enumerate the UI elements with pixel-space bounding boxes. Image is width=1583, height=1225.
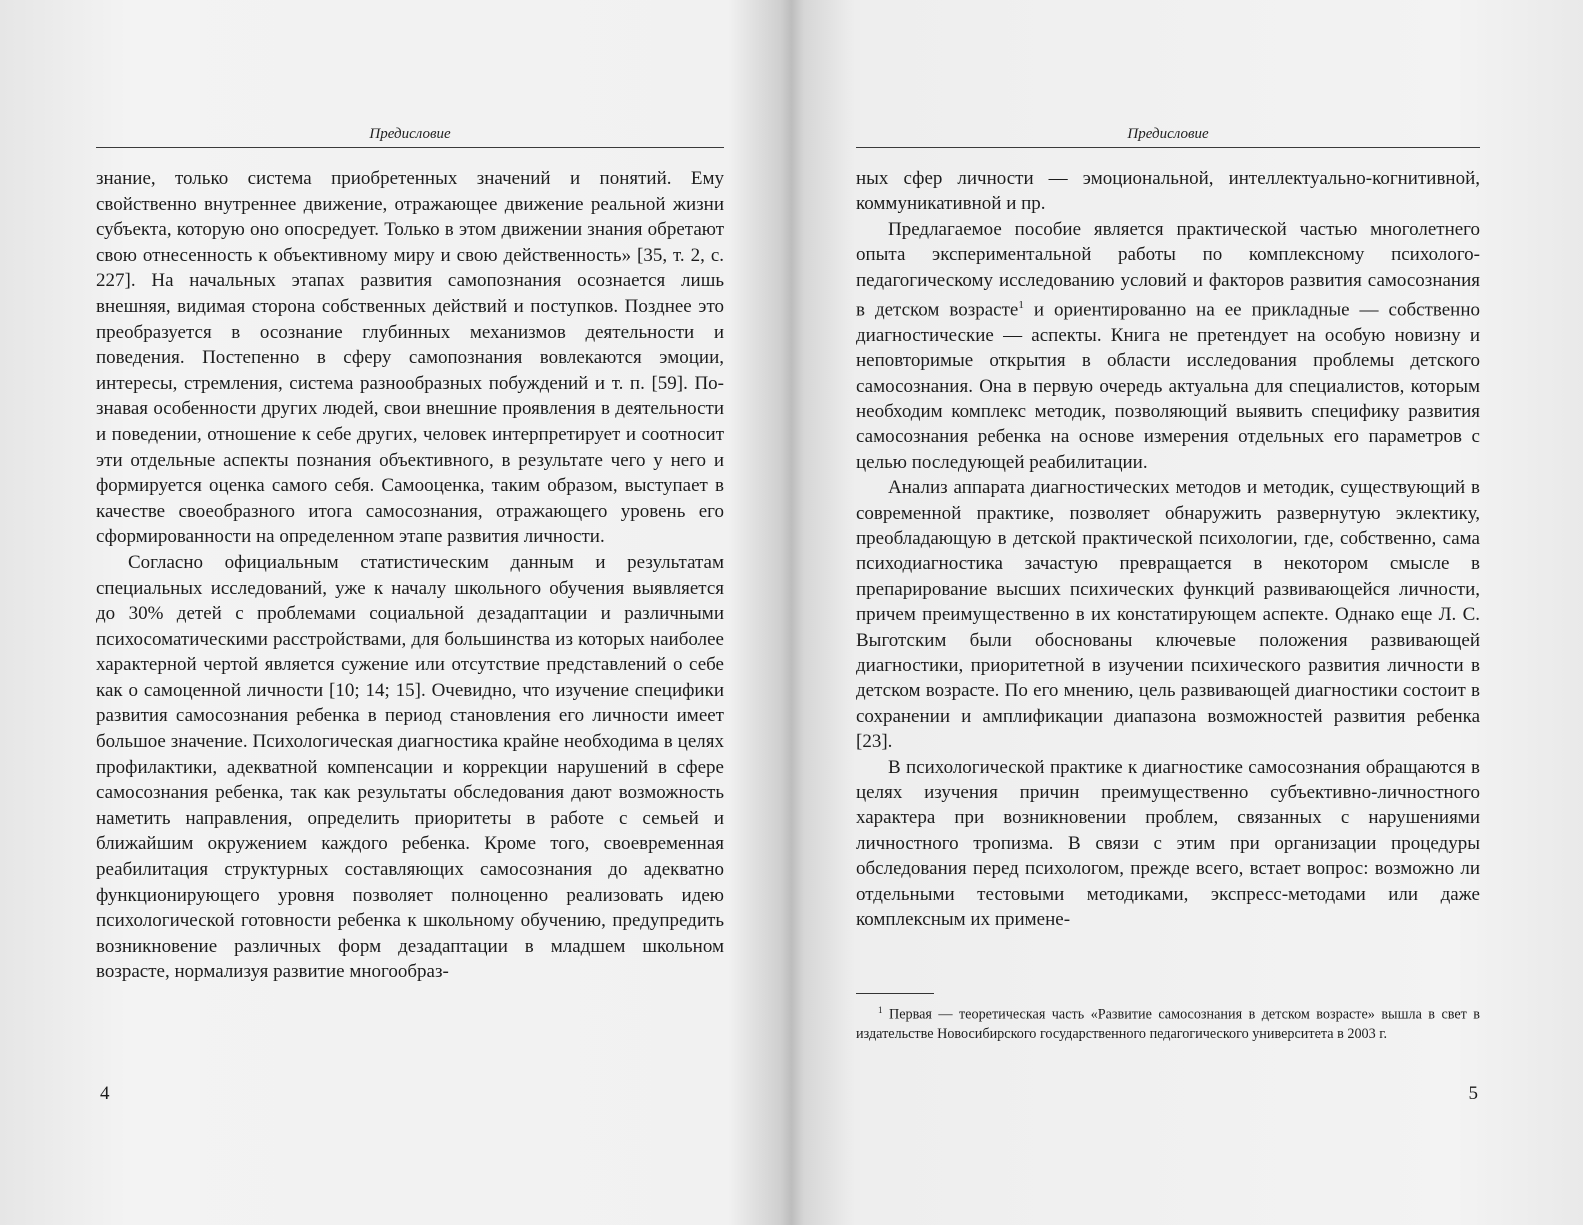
running-head: Предисловие — [1127, 126, 1209, 142]
page-number: 5 — [1468, 1083, 1478, 1104]
body-text — [96, 166, 724, 985]
paragraph: ных сфер личности — эмоциональной, интеллектуально-когнитивной, коммуникативной и пр. — [856, 168, 1480, 215]
paragraph: Анализ аппарата диагностических методов и методик, существующий в современной практике, позволяет обнаружить развернутую эклектику, преобладающую в детской практической психологии, где, собственно, сама психодиагностика зачастую превращается в некотором смысле в препарирование высших психических функций развивающейся личности, причем преимущественно в их констатирующем аспекте. Однако еще Л. С. Выготским были обоснованы ключевые положения развивающей диагностики, приоритетной в изучении психического развития личности в детском возрасте. По его мнению, цель развивающей диагностики состоит в сохранении и амплификации диапазона возможностей развития ребенка [23]. — [856, 477, 1480, 753]
footnote-rule — [856, 993, 934, 994]
right-page — [856, 0, 1480, 1225]
footnote-number: 1 — [878, 1005, 883, 1015]
paragraph-text: Предлагаемое пособие является практической частью многолетнего опыта экспериментальной работы по комплексному психолого-педагогическому исследованию условий и факторов развития самосознания в детском возрасте — [856, 218, 1480, 321]
footnote — [856, 1001, 1480, 1045]
paragraph — [856, 217, 1480, 475]
paragraph: Согласно официальным статистическим данным и результатам специальных исследований, уже к началу школьного обучения выявляется до 30% детей с проблемами социальной дезадаптации и различными психосоматическими расстройствами, для большинства из которых наиболее характерной чертой является сужение или отсутствие представлений о себе как о самоценной личности [10; 14; 15]. Очевидно, что изучение специфики развития самосознания ребенка в период становления его личности имеет большое значение. Психологическая диагностика крайне необходима в целях профилактики, адекватной компенсации и коррекции нарушений в сфере самосознания ребенка, так как результаты обследования дают возможность наметить направления, определить приоритеты в работе с семьей и ближайшим окружением каждого ребенка. Кроме того, своевременная реабилитация структурных составляющих самосознания до адекватно функционирующего уровня позволяет полноценно реализовать идею психологической готовности ребенка к школьному обучению, предупредить возникновение различных форм дезадаптации в младшем школьном возрасте, нормализуя развитие многообраз- — [96, 551, 724, 983]
header-rule — [856, 147, 1480, 148]
paragraph: знание, только система приобретенных значений и понятий. Ему свойственно внутреннее движение, отражающее движение реальной жизни субъекта, которую оно опосредует. Только в этом движении знания обретают свою отнесенность к объективному миру и свою действенность» [35, т. 2, с. 227]. На начальных этапах развития самопознания осознается лишь внешняя, видимая сторона собственных действий и поступков. Позднее это преобразуется в осознание глубинных механизмов деятельности и поведения. Постепенно в сферу самопознания вовлекаются эмоции, интересы, стремления, система разнообразных побуждений и т. п. [59]. Познавая особенности других людей, свои внешние проявления в деятельности и поведении, отношение к себе других, человек интерпретирует и соотносит эти отдельные аспекты познания объективного, в результате чего у него и формируется оценка самого себя. Самооценка, таким образом, выступает в качестве своеобразного итога самосознания, отражающего уровень его сформированности на определенном этапе развития личности. — [96, 168, 724, 548]
body-text — [856, 166, 1480, 933]
header-rule — [96, 147, 724, 148]
paragraph-text: и ориентированно на ее прикладные — собственно диагностические — аспекты. Книга не претендует на особую новизну и неповторимые открытия в области исследования проблемы детского самосознания. Она в первую очередь актуальна для специалистов, которым необходим комплекс методик, позволяющий выявить специфику развития самосознания ребенка на основе измерения отдельных его параметров с целью последующей реабилитации. — [856, 299, 1480, 473]
left-page — [96, 0, 724, 1225]
footnote-marker: 1 — [1018, 299, 1024, 312]
running-head: Предисловие — [369, 126, 451, 142]
paragraph: В психологической практике к диагностике самосознания обращаются в целях изучения причин преимущественно субъективно-личностного характера при возникновении проблем, связанных с нарушениями личностного тропизма. В связи с этим при организации процедуры обследования перед психологом, прежде всего, встает вопрос: возможно ли отдельными тестовыми методиками, экспресс-методами или даже комплексным их примене- — [856, 756, 1480, 931]
page-number: 4 — [100, 1083, 110, 1104]
footnote-text: Первая — теоретическая часть «Развитие самосознания в детском возрасте» вышла в свет в издательстве Новосибирского государственного педагогического университета в 2003 г. — [856, 1006, 1480, 1043]
